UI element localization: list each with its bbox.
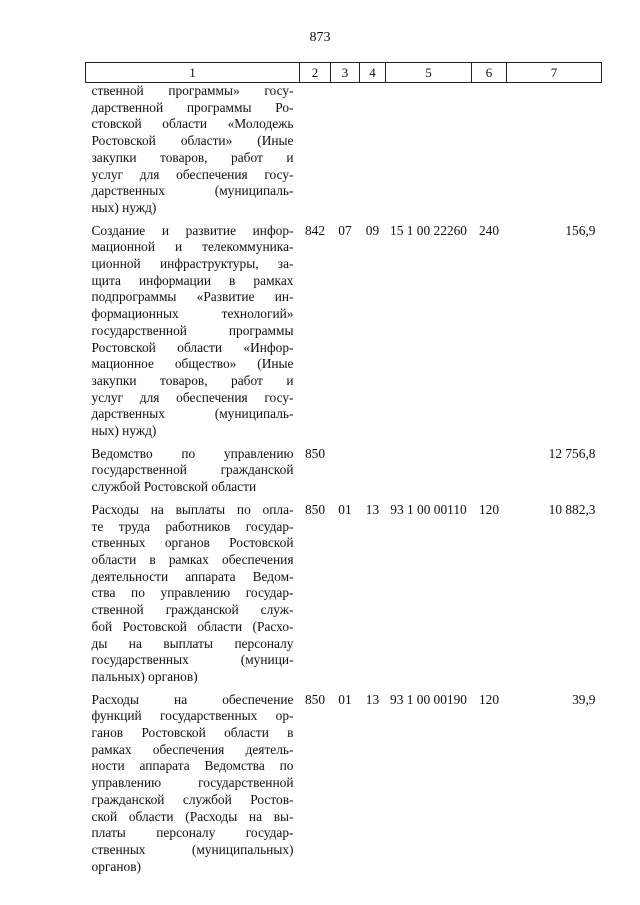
column-header: 7	[507, 63, 602, 83]
description-line: Ростовской области «Инфор-	[91, 339, 294, 355]
description-line: ственной программы» госу-	[91, 83, 294, 98]
description-line: дарственной программы Ро-	[91, 99, 294, 115]
column-header: 2	[300, 63, 331, 83]
description-line: функций государственных ор-	[91, 708, 294, 724]
department-code: 850	[304, 501, 326, 517]
description-line: ственной гражданской служ-	[91, 602, 294, 618]
description-line: закупки товаров, работ и	[91, 149, 294, 165]
subsection-code: 13	[365, 501, 380, 517]
section-code: 01	[338, 501, 352, 517]
table-row	[86, 83, 602, 217]
expense-type-code	[472, 440, 507, 496]
description-line: стовской области «Молодежь	[91, 116, 294, 132]
column-header: 4	[360, 63, 386, 83]
description-line: государственной гражданской	[91, 462, 294, 478]
target-article-code	[386, 83, 472, 217]
description-line: платы персоналу государ-	[91, 825, 294, 841]
description-line: формационных технологий»	[91, 306, 294, 322]
amount-value: 156,9	[565, 222, 596, 238]
column-number-header	[86, 63, 602, 83]
expense-type-code	[472, 83, 507, 217]
description-line: услуг для обеспечения госу-	[91, 166, 294, 182]
description-line: ственных (муниципальных)	[91, 841, 294, 857]
subsection-code	[360, 440, 386, 496]
department-code: 850	[304, 445, 326, 461]
row-description	[86, 686, 300, 876]
table-row	[86, 440, 602, 496]
description-line: дарственных (муниципаль-	[91, 183, 294, 199]
description-line: гражданской службой Ростов-	[91, 791, 294, 807]
subsection-code: 09	[365, 222, 380, 238]
section-code	[331, 83, 360, 217]
amount-value	[507, 83, 602, 217]
subsection-code: 13	[365, 691, 380, 707]
description-line: ных) нужд)	[91, 423, 157, 439]
row-description	[86, 440, 300, 496]
department-code: 850	[304, 691, 326, 707]
description-line: ды на выплаты персоналу	[91, 635, 294, 651]
description-line: Расходы на обеспечение	[91, 691, 294, 707]
description-line: закупки товаров, работ и	[91, 372, 294, 388]
column-header: 5	[386, 63, 472, 83]
description-line: деятельности аппарата Ведом-	[91, 568, 294, 584]
description-line: ганов Ростовской области в	[91, 725, 294, 741]
row-description	[86, 496, 300, 686]
expense-type-code: 240	[478, 222, 500, 238]
section-code: 01	[338, 691, 352, 707]
description-line: ственных органов Ростовской	[91, 535, 294, 551]
target-article-code: 93 1 00 00110	[390, 501, 467, 517]
description-line: ства по управлению государ-	[91, 585, 294, 601]
description-line: управлению государственной	[91, 775, 294, 791]
description-line: службой Ростовской области	[91, 479, 257, 495]
description-line: государственных (муници-	[91, 652, 294, 668]
row-description	[86, 83, 300, 217]
description-line: бой Ростовской области (Расхо-	[91, 618, 294, 634]
description-line: мационной и телекоммуника-	[91, 239, 294, 255]
expense-type-code: 120	[478, 691, 500, 707]
description-line: органов)	[91, 858, 141, 874]
amount-value: 10 882,3	[548, 501, 596, 517]
description-line: пальных) органов)	[91, 668, 198, 684]
table-row	[86, 686, 602, 876]
description-line: мационное общество» (Иные	[91, 356, 294, 372]
description-line: ционной инфраструктуры, за-	[91, 256, 294, 272]
target-article-code: 93 1 00 00190	[390, 691, 467, 707]
target-article-code: 15 1 00 22260	[390, 222, 467, 238]
column-header: 1	[86, 63, 300, 83]
description-line: Ростовской области» (Иные	[91, 133, 294, 149]
description-line: рамках обеспечения деятель-	[91, 741, 294, 757]
description-line: ных) нужд)	[91, 199, 157, 215]
target-article-code	[386, 440, 472, 496]
column-header: 3	[331, 63, 360, 83]
budget-table	[85, 62, 602, 875]
description-line: государственной программы	[91, 322, 294, 338]
table-row	[86, 217, 602, 440]
expense-type-code: 120	[478, 501, 500, 517]
description-line: области в рамках обеспечения	[91, 551, 294, 567]
subsection-code	[360, 83, 386, 217]
row-description	[86, 217, 300, 440]
section-code	[331, 440, 360, 496]
page-number: 873	[309, 30, 331, 45]
description-line: Расходы на выплаты по опла-	[91, 501, 294, 517]
description-line: те труда работников государ-	[91, 518, 294, 534]
department-code	[300, 83, 331, 217]
description-line: Создание и развитие инфор-	[91, 222, 294, 238]
description-line: щита информации в рамках	[91, 272, 294, 288]
description-line: дарственных (муниципаль-	[91, 406, 294, 422]
description-line: ской области (Расходы на вы-	[91, 808, 294, 824]
description-line: подпрограммы «Развитие ин-	[91, 289, 294, 305]
description-line: ности аппарата Ведомства по	[91, 758, 294, 774]
column-header: 6	[472, 63, 507, 83]
department-code: 842	[304, 222, 326, 238]
amount-value: 39,9	[572, 691, 596, 707]
section-code: 07	[338, 222, 352, 238]
description-line: услуг для обеспечения госу-	[91, 389, 294, 405]
amount-value: 12 756,8	[548, 445, 596, 461]
description-line: Ведомство по управлению	[91, 445, 294, 461]
table-row	[86, 496, 602, 686]
